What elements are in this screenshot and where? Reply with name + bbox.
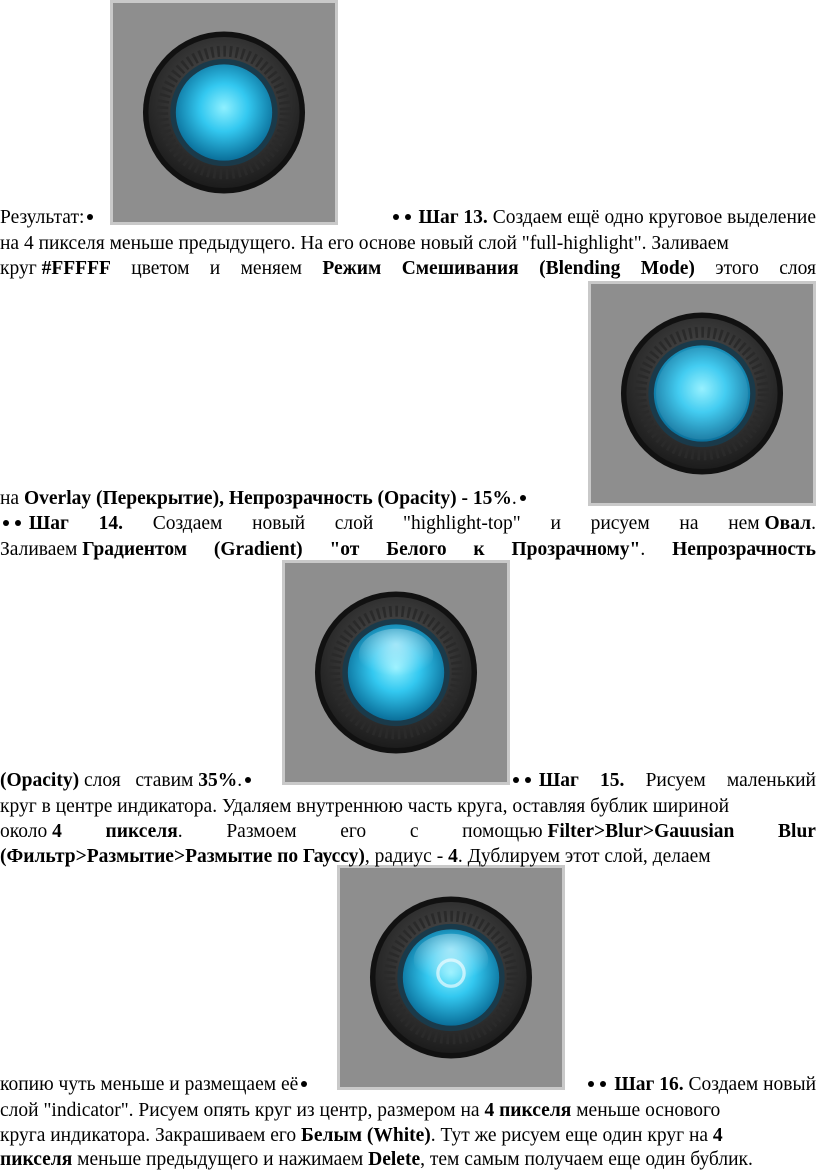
word: меньше предыдущего и нажимаем (77, 1149, 364, 1170)
word: , радиус - (364, 846, 444, 867)
step-number: 15. (600, 770, 625, 791)
text-line (0, 845, 816, 869)
text-line (0, 206, 816, 230)
word: к (473, 539, 485, 560)
bullet-icon (3, 520, 9, 526)
word: Filter>Blur>Gauusian (547, 821, 735, 842)
word: Рисуем (645, 770, 706, 791)
word: слоя (779, 258, 816, 279)
word: меняем (240, 258, 302, 279)
word: Создаем новый (688, 1074, 816, 1095)
word: . (237, 770, 243, 791)
word: его (340, 821, 367, 842)
indicator-icon (113, 3, 335, 222)
word: . (177, 821, 183, 842)
word: Смешивания (401, 258, 519, 279)
setting-text: Overlay (Перекрытие), Непрозрачность (Opacity) - 15% (23, 488, 512, 509)
word: 35% (198, 770, 238, 791)
text-line (0, 769, 816, 793)
word: Режим (322, 258, 382, 279)
result-image-1 (110, 0, 338, 225)
word: круг (0, 258, 37, 279)
word: цветом (131, 258, 190, 279)
text-line (0, 257, 816, 281)
result-image-2 (588, 281, 816, 506)
text-line (0, 487, 816, 511)
indicator-icon (591, 284, 813, 503)
word: Delete (368, 1149, 421, 1170)
color-code: #FFFFF (41, 258, 111, 279)
bullet-icon (245, 777, 251, 783)
word: Размоем (226, 821, 297, 842)
word: . Тут же рисуем еще один круг на (430, 1125, 709, 1146)
word: (Opacity) (0, 770, 80, 791)
word: 4 (52, 821, 62, 842)
word: на (0, 488, 20, 509)
indicator-icon (340, 868, 562, 1087)
text-line (0, 232, 816, 256)
word: Непрозрачность (672, 539, 816, 560)
bullet-icon (301, 1081, 307, 1087)
word: пикселя (105, 821, 178, 842)
word: этого (715, 258, 759, 279)
word: Белого (386, 539, 447, 560)
step-text: круг в центре индикатора. Удаляем внутреннюю часть круга, оставляя бублик шириной (0, 796, 730, 817)
step-label: Шаг (538, 770, 579, 791)
word: копию чуть меньше и размещаем её (0, 1074, 299, 1095)
word: и (209, 258, 221, 279)
bullet-icon (525, 777, 531, 783)
text-line (0, 1148, 816, 1172)
step-text: Создаем ещё одно круговое выделение (492, 207, 816, 228)
bullet-icon (513, 777, 519, 783)
word: , тем самым получаем еще один бублик. (420, 1149, 753, 1170)
word: и (550, 513, 561, 534)
bullet-icon (588, 1081, 594, 1087)
word: пикселя (0, 1149, 73, 1170)
step-label: Шаг (28, 513, 69, 534)
word: 4 (448, 846, 458, 867)
word: Градиентом (82, 539, 187, 560)
word: (Blending (539, 258, 621, 279)
word: Mode) (640, 258, 695, 279)
word: ставим (135, 770, 194, 791)
word: Создаем (152, 513, 223, 534)
result-label: Результат: (0, 207, 85, 228)
word: круга индикатора. Закрашиваем его (0, 1125, 297, 1146)
step-label: Шаг 16. (614, 1074, 684, 1095)
text-line (0, 820, 816, 844)
text-line (0, 1099, 816, 1123)
word: 4 пикселя (484, 1100, 572, 1121)
word: слоя (83, 770, 121, 791)
word: с (409, 821, 419, 842)
word: . (511, 488, 517, 509)
word: (Gradient) (213, 539, 303, 560)
text-line (0, 795, 816, 819)
word: Прозрачному" (511, 539, 641, 560)
text-line (0, 1073, 816, 1097)
word: "от (329, 539, 360, 560)
word: новый (252, 513, 306, 534)
bullet-icon (393, 214, 399, 220)
bullet-icon (520, 495, 526, 501)
word: Овал (764, 513, 812, 534)
bullet-icon (15, 520, 21, 526)
text-line (0, 538, 816, 562)
word: слой (334, 513, 374, 534)
word: . (811, 513, 816, 534)
step-label: Шаг 13. (418, 207, 488, 228)
result-image-4 (337, 865, 565, 1090)
word: меньше основого (576, 1100, 721, 1121)
word: нем (728, 513, 760, 534)
bullet-icon (87, 214, 93, 220)
word: рисуем (590, 513, 650, 534)
step-number: 14. (98, 513, 123, 534)
word: "highlight-top" (403, 513, 521, 534)
word: маленький (726, 770, 816, 791)
indicator-icon (285, 563, 507, 782)
word: слой "indicator". Рисуем опять круг из центр, размером на (0, 1100, 480, 1121)
result-image-3 (282, 560, 510, 785)
word: 4 (712, 1125, 723, 1146)
word: около (0, 821, 48, 842)
text-line (0, 1124, 816, 1148)
text-line (0, 512, 816, 536)
word: помощью (462, 821, 543, 842)
bullet-icon (600, 1081, 606, 1087)
word: Белым (White) (301, 1125, 431, 1146)
word: Blur (778, 821, 816, 842)
word: Заливаем (0, 539, 78, 560)
step-text: на 4 пикселя меньше предыдущего. На его основе новый слой "full-highlight". Заливаем (0, 233, 729, 254)
word: . Дублируем этот слой, делаем (457, 846, 711, 867)
bullet-icon (405, 214, 411, 220)
word: . (640, 539, 646, 560)
word: (Фильтр>Размытие>Размытие по Гауссу) (0, 846, 365, 867)
word: на (679, 513, 699, 534)
